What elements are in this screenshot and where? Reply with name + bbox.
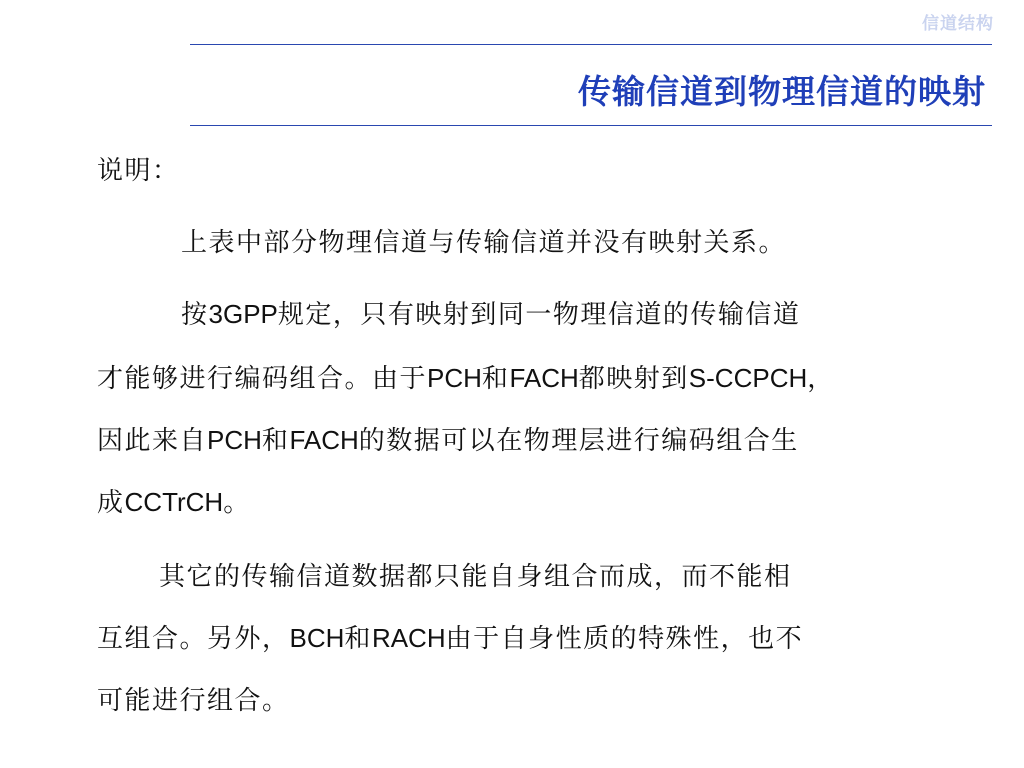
paragraph-line: 才能够进行编码组合。由于PCH和FACH都映射到S-CCPCH， (97, 363, 835, 394)
paragraph-line: 上表中部分物理信道与传输信道并没有映射关系。 (181, 228, 787, 258)
header-divider-bottom (190, 125, 992, 126)
section-label: 信道结构 (922, 14, 994, 34)
paragraph-line: 按3GPP规定，只有映射到同一物理信道的传输信道 (181, 299, 801, 330)
body-label: 说明： (97, 156, 180, 186)
paragraph-line: 其它的传输信道数据都只能自身组合而成，而不能相 (159, 562, 792, 592)
paragraph-line: 成CCTrCH。 (97, 487, 251, 518)
paragraph-line: 互组合。另外，BCH和RACH由于自身性质的特殊性，也不 (97, 623, 804, 654)
paragraph-line: 可能进行组合。 (97, 686, 290, 716)
slide-title: 传输信道到物理信道的映射 (578, 72, 986, 111)
paragraph-line: 因此来自PCH和FACH的数据可以在物理层进行编码组合生 (97, 425, 799, 456)
header-divider-top (190, 44, 992, 45)
